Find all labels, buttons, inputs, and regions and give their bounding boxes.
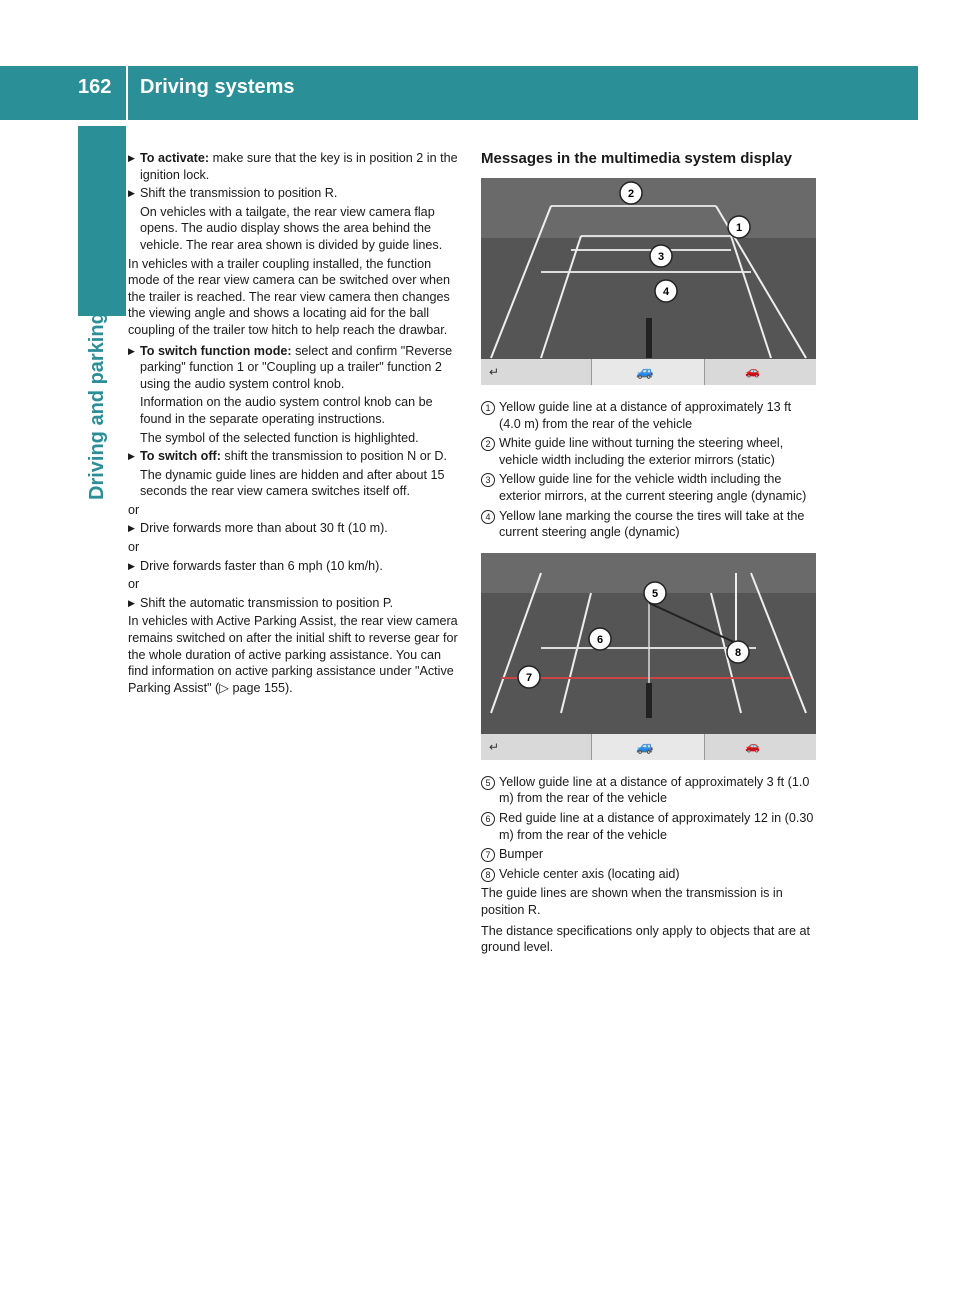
or-text: or: [128, 577, 140, 592]
messages-title: Messages in the multimedia system display: [481, 150, 792, 167]
back-button[interactable]: [481, 359, 592, 385]
car-icon: 🚙: [636, 363, 654, 379]
info-text: Information on the audio system control knob can be found in the separate operating instructions.: [140, 395, 433, 426]
camera-graphic-1: [481, 178, 816, 385]
callout-4: 4: [662, 286, 670, 298]
legend-list-2: [481, 774, 816, 883]
page-number: 162: [78, 76, 112, 98]
camera-graphic-2: [481, 553, 816, 760]
right-column: [481, 150, 816, 960]
back-button[interactable]: [481, 734, 592, 760]
drive-30-step: ▶ Drive forwards more than about 30 ft (10 m).: [128, 520, 464, 537]
header-divider: [126, 66, 128, 120]
trailer-icon: 🚗: [745, 738, 760, 753]
activate-step: ▶ To activate: make sure that the key is in position 2 in the ignition lock.: [128, 150, 464, 183]
legend-item: 8 Vehicle center axis (locating aid): [481, 866, 816, 883]
or-text: or: [128, 502, 140, 517]
switch-mode-step: ▶ To switch function mode: select and confirm "Reverse parking" function 1 or "Coupling up a trailer" function 2 using the audio system control knob.: [128, 343, 464, 393]
reverse-parking-button[interactable]: [592, 359, 705, 385]
symbol-text: The symbol of the selected function is highlighted.: [140, 430, 419, 445]
callout-7: 7: [525, 671, 533, 684]
legend-item: 4 Yellow lane marking the course the tires will take at the current steering angle (dynamic): [481, 508, 816, 541]
switch-off-step: ▶ To switch off: shift the transmission to position N or D.: [128, 448, 464, 465]
reverse-parking-button[interactable]: [592, 734, 705, 760]
drive-6-step: ▶ Drive forwards faster than 6 mph (10 km/h).: [128, 558, 464, 575]
guide-lines-text: The guide lines are shown when the transmission is in position R.: [481, 886, 783, 917]
car-icon: 🚙: [636, 737, 654, 754]
tailgate-text: On vehicles with a tailgate, the rear view camera flap opens. The audio display shows the area behind the vehicle. The rear area shown is divided by guide lines.: [140, 204, 443, 252]
legend-item: 3 Yellow guide line for the vehicle width including the exterior mirrors, at the current steering angle (dynamic): [481, 471, 816, 504]
callout-1: 1: [735, 222, 743, 234]
section-title: Driving systems: [140, 76, 295, 98]
shift-p-step: ▶ Shift the automatic transmission to position P.: [128, 595, 464, 612]
legend-item: 5 Yellow guide line at a distance of approximately 3 ft (1.0 m) from the rear of the vehicle: [481, 774, 816, 807]
trailer-coupling-button[interactable]: [705, 359, 816, 385]
active-parking-text: In vehicles with Active Parking Assist, the rear view camera remains switched on after the initial shift to reverse gear for the whole duration of active parking assistance. You can find information on active parking assistance under "Active Parking Assist" (▷ page 155).: [128, 614, 458, 695]
left-column: [128, 150, 464, 700]
trailer-text: In vehicles with a trailer coupling installed, the function mode of the rear view camera can be switched over when the trailer is reached. The rear view camera then changes the viewing angle and shows a locating aid for the ball coupling of the trailer tow hitch to help reach the drawbar.: [128, 256, 451, 337]
camera-image-1: [481, 178, 816, 385]
camera-image-2: [481, 553, 816, 760]
trailer-icon: 🚗: [745, 364, 760, 378]
legend-list-1: [481, 399, 816, 541]
callout-6: 6: [596, 633, 604, 646]
callout-8: 8: [734, 646, 742, 659]
distance-text: The distance specifications only apply to objects that are at ground level.: [481, 923, 811, 955]
side-tab: [78, 126, 126, 316]
legend-item: 2 White guide line without turning the steering wheel, vehicle width including the exterior mirrors (static): [481, 435, 816, 468]
callout-5: 5: [651, 587, 659, 600]
trailer-coupling-button[interactable]: [705, 734, 816, 760]
side-tab-label: Driving and parking: [86, 312, 108, 500]
legend-item: 7 Bumper: [481, 846, 816, 863]
shift-step: ▶ Shift the transmission to position R.: [128, 185, 464, 202]
or-text: or: [128, 540, 140, 555]
callout-3: 3: [657, 251, 665, 263]
legend-item: 6 Red guide line at a distance of approximately 12 in (0.30 m) from the rear of the vehicle: [481, 810, 816, 843]
camera-toolbar-2: [481, 734, 816, 760]
camera-toolbar-1: [481, 359, 816, 385]
dynamic-text: The dynamic guide lines are hidden and after about 15 seconds the rear view camera switches itself off.: [140, 467, 445, 499]
back-icon: ↵: [489, 739, 500, 754]
back-icon: ↵: [489, 365, 500, 379]
callout-2: 2: [627, 188, 635, 200]
header-bar: [0, 66, 918, 120]
legend-item: 1 Yellow guide line at a distance of approximately 13 ft (4.0 m) from the rear of the vehicle: [481, 399, 816, 432]
